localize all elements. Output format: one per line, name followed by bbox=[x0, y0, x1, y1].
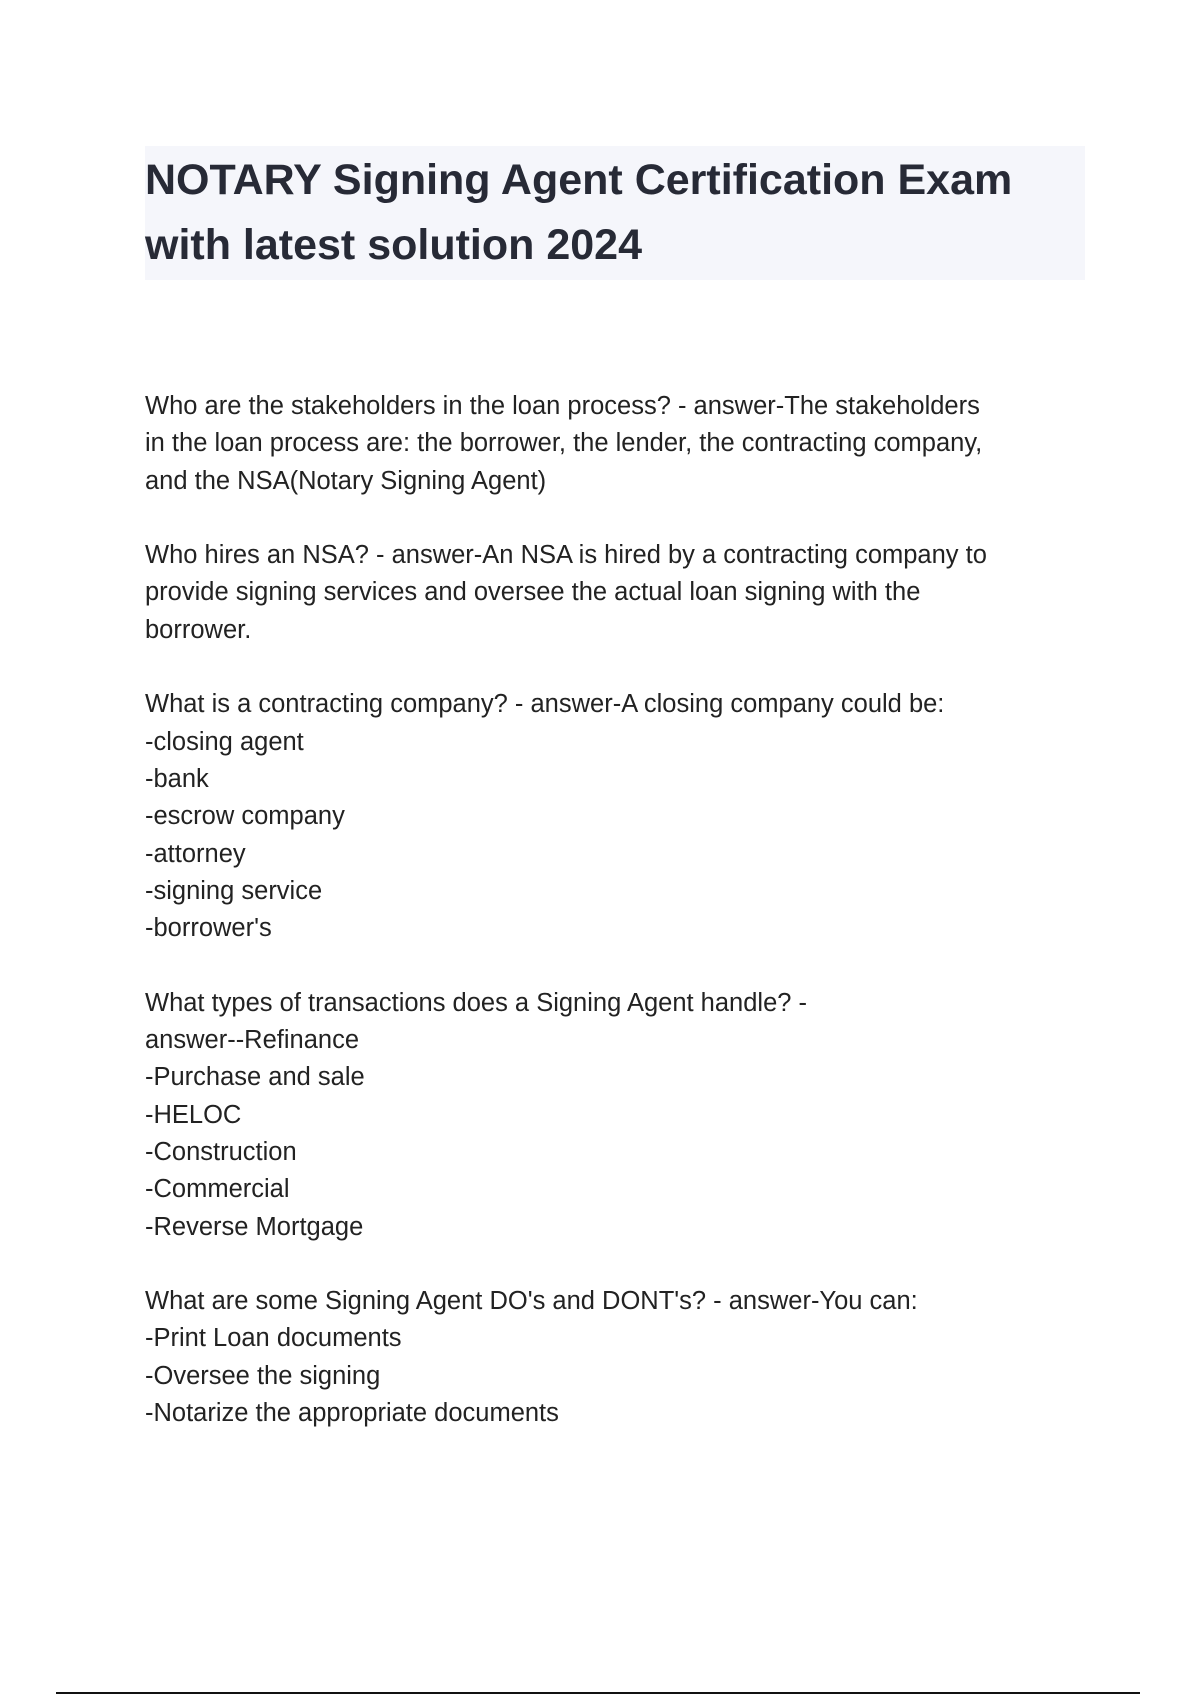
text-line: in the loan process are: the borrower, the lender, the contracting company, bbox=[145, 429, 983, 458]
text-line: What types of transactions does a Signing Agent handle? - bbox=[145, 988, 808, 1017]
text-line: provide signing services and oversee the actual loan signing with the bbox=[145, 578, 921, 607]
document-title bbox=[145, 148, 1012, 278]
text-line: -Commercial bbox=[145, 1175, 290, 1204]
text-line: -Notarize the appropriate documents bbox=[145, 1399, 559, 1428]
text-line: Who are the stakeholders in the loan process? - answer-The stakeholders bbox=[145, 392, 980, 420]
qa-item bbox=[145, 985, 1105, 1246]
text-line: and the NSA(Notary Signing Agent) bbox=[145, 466, 547, 495]
title-line: NOTARY Signing Agent Certification Exam bbox=[145, 156, 1013, 204]
text-line: -attorney bbox=[145, 839, 246, 868]
text-line: -signing service bbox=[145, 876, 323, 905]
text-line: -bank bbox=[145, 764, 209, 793]
qa-item bbox=[145, 537, 1105, 649]
text-line: -Reverse Mortgage bbox=[145, 1212, 364, 1241]
text-line: -Oversee the signing bbox=[145, 1361, 381, 1390]
text-line: borrower. bbox=[145, 615, 252, 644]
qa-item bbox=[145, 1283, 1105, 1432]
title-box bbox=[145, 146, 1085, 280]
qa-item bbox=[145, 686, 1105, 947]
page-bottom-rule bbox=[56, 1692, 1140, 1694]
text-line: -Purchase and sale bbox=[145, 1063, 365, 1092]
document-body bbox=[145, 388, 1105, 1470]
text-line: -Print Loan documents bbox=[145, 1324, 402, 1353]
title-line: with latest solution 2024 bbox=[145, 221, 642, 269]
qa-item bbox=[145, 388, 1105, 500]
text-line: -borrower's bbox=[145, 914, 272, 943]
text-line: What is a contracting company? - answer-A closing company could be: bbox=[145, 690, 945, 719]
text-line: What are some Signing Agent DO's and DONT's? - answer-You can: bbox=[145, 1287, 918, 1316]
text-line: -HELOC bbox=[145, 1100, 242, 1129]
text-line: Who hires an NSA? - answer-An NSA is hired by a contracting company to bbox=[145, 541, 987, 570]
text-line: -closing agent bbox=[145, 727, 304, 756]
text-line: answer--Refinance bbox=[145, 1026, 360, 1055]
text-line: -Construction bbox=[145, 1137, 297, 1166]
text-line: -escrow company bbox=[145, 802, 345, 831]
